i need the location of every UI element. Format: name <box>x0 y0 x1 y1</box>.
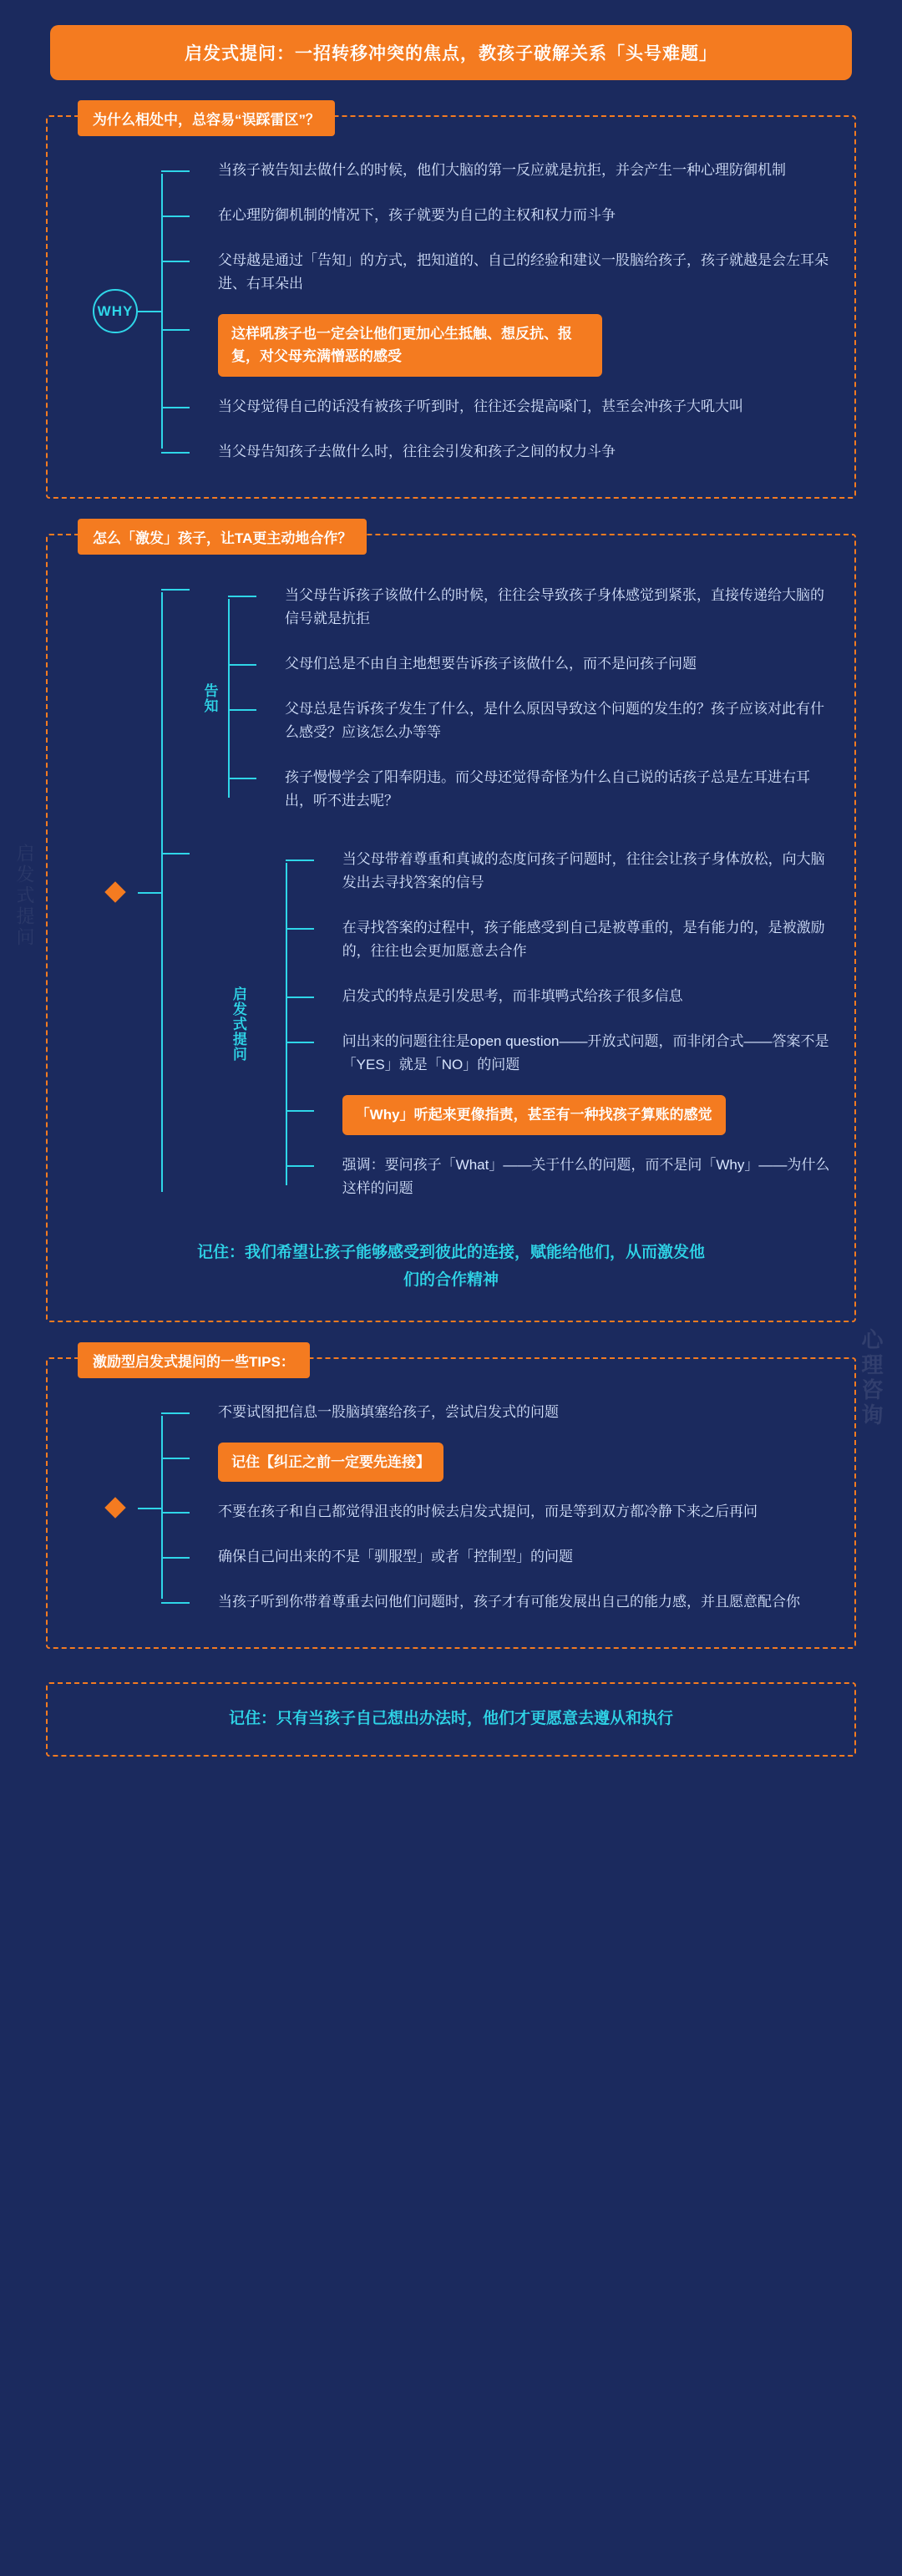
hub-connector <box>138 311 161 312</box>
callout-text: 记住【纠正之前一定要先连接】 <box>218 1443 443 1482</box>
item-text: 父母越是通过「告知」的方式，把知道的、自己的经验和建议一股脑给孩子，孩子就越是会左耳朵进、右耳朵出 <box>218 252 829 292</box>
group-label-enlightening: 启发式提问 <box>230 986 246 1062</box>
item-text: 确保自己问出来的不是「驯服型」或者「控制型」的问题 <box>218 1549 573 1565</box>
section-why <box>46 112 856 499</box>
list-item <box>256 759 833 819</box>
list-item <box>190 152 833 189</box>
group-spine <box>286 863 287 1185</box>
list-item <box>190 1584 833 1620</box>
mindmap-tips <box>69 1394 833 1620</box>
hub-badge-why: WHY <box>93 289 138 333</box>
page-title: 启发式提问：一招转移冲突的焦点，教孩子破解关系「头号难题」 <box>50 25 852 80</box>
list-item <box>190 1493 833 1530</box>
section-note-how: 记住：我们希望让孩子能够感受到彼此的连接，赋能给他们，从而激发他们的合作精神 <box>196 1243 705 1289</box>
group-spine <box>228 599 230 798</box>
list-item <box>314 910 833 970</box>
hub-tips <box>69 1394 161 1620</box>
mindmap-why <box>69 152 833 470</box>
item-text: 当父母告诉孩子该做什么的时候，往往会导致孩子身体感觉到紧张，直接传递给大脑的信号就是抗拒 <box>285 586 824 626</box>
item-text: 不要试图把信息一股脑填塞给孩子，尝试启发式的问题 <box>218 1404 559 1421</box>
hub-diamond-icon <box>104 881 125 902</box>
list-item <box>190 242 833 302</box>
branch-spine <box>161 592 163 1192</box>
list-item <box>190 1539 833 1575</box>
list-item-callout <box>190 311 833 379</box>
item-text: 孩子慢慢学会了阳奉阴违。而父母还觉得奇怪为什么自己说的话孩子总是左耳进右耳出，听不进去呢？ <box>285 768 810 809</box>
group-telling <box>190 570 833 826</box>
list-item <box>314 841 833 901</box>
list-item <box>256 577 833 637</box>
item-text: 强调：要问孩子「What」——关于什么的问题，而不是问「Why」——为什么这样的问题 <box>342 1156 830 1196</box>
hub-connector <box>138 892 161 894</box>
callout-text: 这样吼孩子也一定会让他们更加心生抵触、想反抗、报复，对父母充满憎恶的感受 <box>218 314 602 376</box>
group-label-telling: 告知 <box>201 682 218 713</box>
hub-why <box>69 152 161 470</box>
item-text: 在寻找答案的过程中，孩子能感受到自己是被尊重的，是有能力的，是被激励的，往往也会更加愿意去合作 <box>342 920 825 960</box>
item-text: 问出来的问题往往是open question——开放式问题，而非闭合式——答案不是「YES」就是「NO」的问题 <box>342 1033 829 1073</box>
item-text: 当父母告知孩子去做什么时，往往会引发和孩子之间的权力斗争 <box>218 443 616 459</box>
footer-note: 记住：只有当孩子自己想出办法时，他们才更愿意去遵从和执行 <box>46 1682 856 1756</box>
list-item <box>190 1394 833 1431</box>
branch-list-why <box>161 152 833 470</box>
group-enlightening <box>190 834 833 1214</box>
item-text: 当父母带着尊重和真诚的态度问孩子问题时，往往会让孩子身体放松，向大脑发出去寻找答案的信号 <box>342 850 825 891</box>
section-how <box>46 530 856 1322</box>
item-text: 当父母觉得自己的话没有被孩子听到时，往往还会提高嗓门，甚至会冲孩子大吼大叫 <box>218 398 743 414</box>
list-item <box>314 978 833 1015</box>
item-text: 不要在孩子和自己都觉得沮丧的时候去启发式提问，而是等到双方都冷静下来之后再问 <box>218 1504 758 1520</box>
list-item-callout <box>190 1439 833 1485</box>
section-tips <box>46 1354 856 1649</box>
list-item <box>256 691 833 751</box>
hub-diamond-icon <box>104 1497 125 1518</box>
callout-text: 「Why」听起来更像指责，甚至有一种找孩子算账的感觉 <box>342 1095 726 1134</box>
list-item <box>190 434 833 470</box>
item-text: 当孩子被告知去做什么的时候，他们大脑的第一反应就是抗拒，并会产生一种心理防御机制 <box>218 162 786 178</box>
section-heading-tips: 激励型启发式提问的一些TIPS： <box>78 1342 310 1378</box>
list-item-callout <box>314 1092 833 1138</box>
list-item <box>256 646 833 682</box>
section-heading-how: 怎么「激发」孩子，让TA更主动地合作？ <box>78 519 367 555</box>
branch-spine <box>161 1416 163 1599</box>
mindmap-how <box>69 570 833 1214</box>
item-text: 父母们总是不由自主地想要告诉孩子该做什么，而不是问孩子问题 <box>285 655 697 672</box>
watermark-right: 心理咨询 <box>859 1328 884 1428</box>
item-text: 当孩子听到你带着尊重去问他们问题时，孩子才有可能发展出自己的能力感，并且愿意配合你 <box>218 1594 800 1610</box>
branch-list-how <box>161 570 833 1214</box>
list-item <box>314 1147 833 1207</box>
group-body-telling <box>228 577 833 819</box>
watermark-left: 启发式提问 <box>14 844 35 948</box>
branch-list-tips <box>161 1394 833 1620</box>
item-text: 父母总是告诉孩子发生了什么，是什么原因导致这个问题的发生的？孩子应该对此有什么感受？应该怎么办等等 <box>285 700 824 740</box>
item-text: 启发式的特点是引发思考，而非填鸭式给孩子很多信息 <box>342 988 683 1005</box>
list-item <box>190 388 833 425</box>
hub-connector <box>138 1508 161 1509</box>
hub-how <box>69 570 161 1214</box>
section-heading-why: 为什么相处中，总容易“误踩雷区”？ <box>78 100 335 136</box>
list-item <box>314 1023 833 1083</box>
list-item <box>190 197 833 234</box>
item-text: 在心理防御机制的情况下，孩子就要为自己的主权和权力而斗争 <box>218 207 616 224</box>
infographic-page <box>0 25 902 2576</box>
group-body-enlightening <box>286 841 833 1207</box>
